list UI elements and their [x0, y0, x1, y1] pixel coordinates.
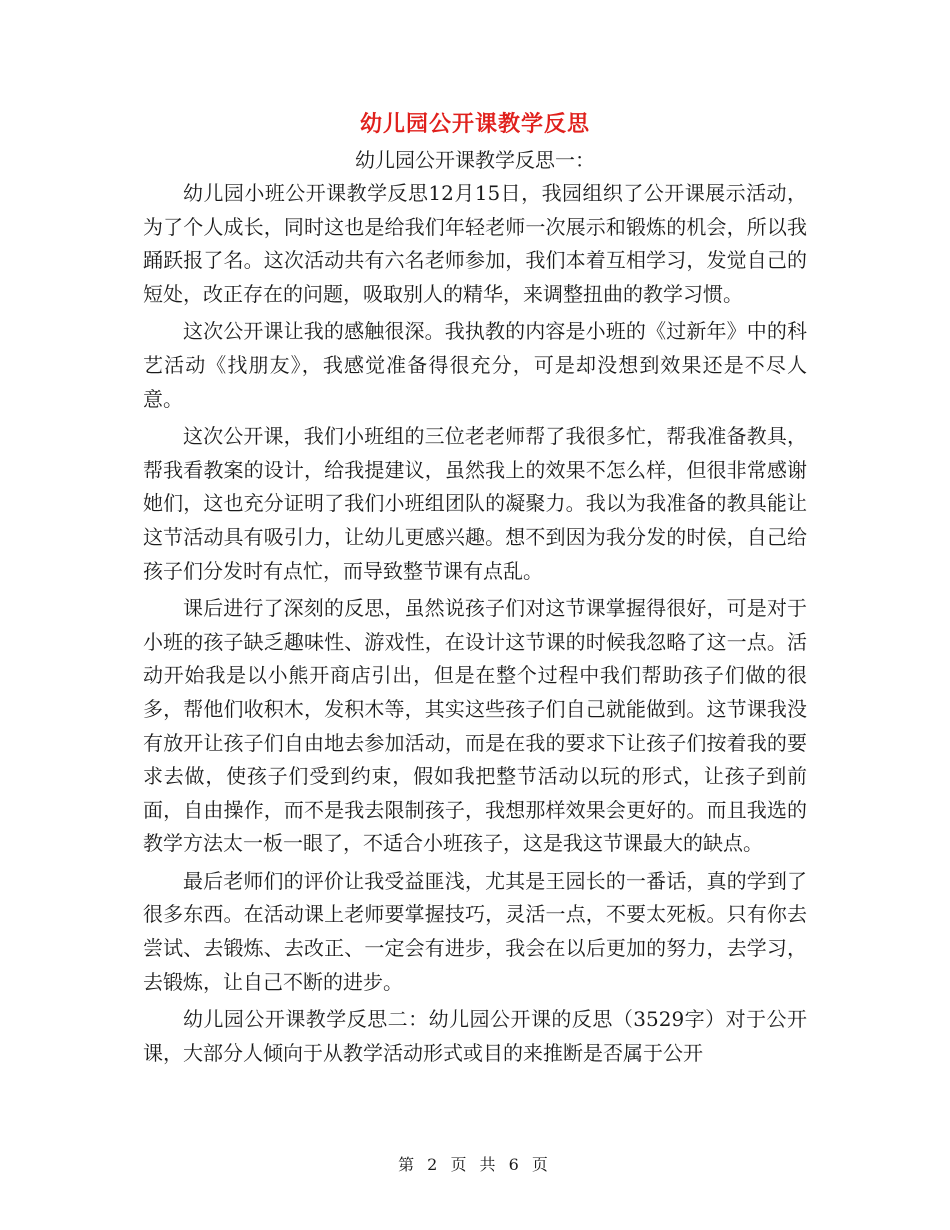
section-heading: 幼儿园公开课教学反思一：: [355, 148, 595, 172]
document-title: 幼儿园公开课教学反思: [359, 111, 590, 137]
page-number-footer: 第 2 页 共 6 页: [398, 1155, 552, 1174]
paragraph-3: 这次公开课，我们小班组的三位老老师帮了我很多忙，帮我准备教具，帮我看教案的设计，给我提建议，虽然我上的效果不怎么样，但很非常感谢她们，这也充分证明了我们小班组团队的凝聚力。我以为我准备的教具能让这节活动具有吸引力，让幼儿更感兴趣。想不到因为我分发的时侯，自己给孩子们分发时有点忙，而导致整节课有点乱。: [143, 424, 807, 583]
paragraph-1: 幼儿园小班公开课教学反思12月15日，我园组织了公开课展示活动，为了个人成长，同时这也是给我们年轻老师一次展示和锻炼的机会，所以我踊跃报了名。这次活动共有六名老师参加，我们本着互相学习，发觉自己的短处，改正存在的问题，吸取别人的精华，来调整扭曲的教学习惯。: [143, 181, 807, 306]
paragraph-6: 幼儿园公开课教学反思二：幼儿园公开课的反思（3529字）对于公开课，大部分人倾向于从教学活动形式或目的来推断是否属于公开: [143, 1007, 807, 1065]
document-body: [143, 104, 807, 1074]
paragraph-4: 课后进行了深刻的反思，虽然说孩子们对这节课掌握得很好，可是对于小班的孩子缺乏趣味性、游戏性，在设计这节课的时候我忽略了这一点。活动开始我是以小熊开商店引出，但是在整个过程中我们帮助孩子们做的很多，帮他们收积木，发积木等，其实这些孩子们自己就能做到。这节课我没有放开让孩子们自由地去参加活动，而是在我的要求下让孩子们按着我的要求去做，使孩子们受到约束，假如我把整节活动以玩的形式，让孩子到前面，自由操作，而不是我去限制孩子，我想那样效果会更好的。而且我选的教学方法太一板一眼了，不适合小班孩子，这是我这节课最大的缺点。: [143, 596, 807, 856]
paragraph-2: 这次公开课让我的感触很深。我执教的内容是小班的《过新年》中的科艺活动《找朋友》，我感觉准备得很充分，可是却没想到效果还是不尽人意。: [143, 319, 807, 411]
paragraph-5: 最后老师们的评价让我受益匪浅，尤其是王园长的一番话，真的学到了很多东西。在活动课上老师要掌握技巧，灵活一点，不要太死板。只有你去尝试、去锻炼、去改正、一定会有进步，我会在以后更加的努力，去学习，去锻炼，让自己不断的进步。: [143, 868, 807, 994]
